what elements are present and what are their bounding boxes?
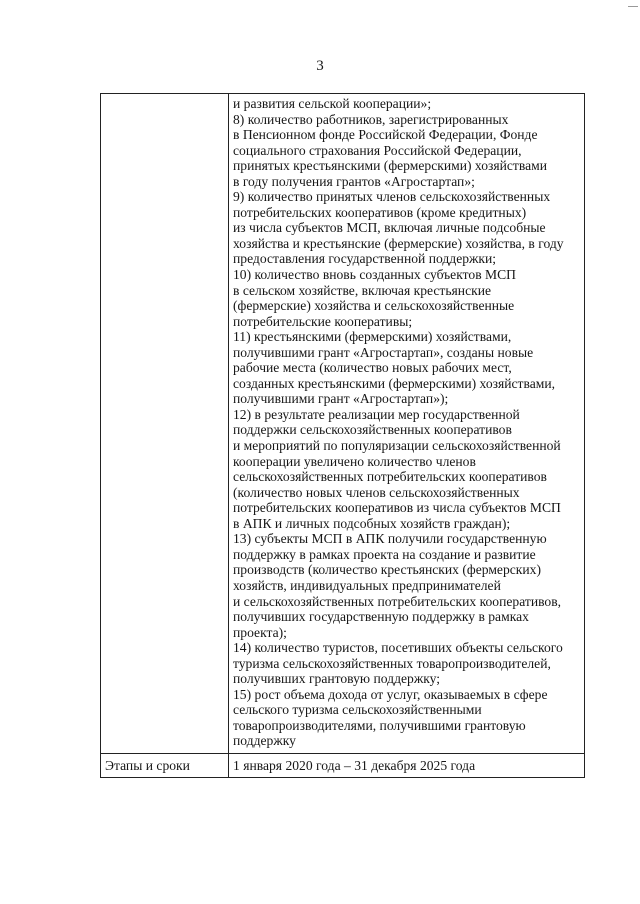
indicator-text-line: 11) крестьянскими (фермерскими) хозяйствами,: [233, 329, 512, 345]
indicator-text-line: (фермерские) хозяйства и сельскохозяйственные: [233, 298, 515, 314]
indicator-text-line: предоставления государственной поддержки;: [233, 251, 497, 267]
indicator-text-line: получившими грант «Агростартап», созданы новые: [233, 344, 534, 360]
indicator-text-line: получившими грант «Агростартап»);: [233, 391, 449, 407]
indicator-text-line: и развития сельской кооперации»;: [233, 96, 432, 111]
indicator-text-line: сельскохозяйственных потребительских кооперативов: [233, 469, 547, 485]
indicator-text-line: 13) субъекты МСП в АПК получили государственную: [233, 531, 547, 547]
indicator-text-line: принятых крестьянскими (фермерскими) хозяйствами: [233, 158, 548, 174]
indicator-text-line: сельского туризма сельскохозяйственными: [233, 702, 482, 718]
indicator-text-line: (количество новых членов сельскохозяйственных: [233, 484, 520, 500]
stages-label-cell: Этапы и сроки: [101, 753, 229, 777]
indicator-text-line: и сельскохозяйственных потребительских кооперативов,: [233, 593, 562, 609]
indicators-text: [233, 96, 580, 749]
indicator-text-line: 14) количество туристов, посетивших объекты сельского: [233, 640, 563, 656]
indicator-text-line: потребительских кооперативов (кроме кредитных): [233, 204, 527, 220]
indicator-text-line: товаропроизводителями, получившими грантовую: [233, 717, 526, 733]
scan-corner-mark: [628, 6, 638, 7]
indicator-text-line: 9) количество принятых членов сельскохозяйственных: [233, 189, 551, 205]
indicator-text-line: проекта);: [233, 624, 287, 640]
indicator-text-line: получивших грантовую поддержку;: [233, 671, 441, 687]
indicator-text-line: социального страхования Российской Федерации,: [233, 142, 522, 158]
indicator-text-line: потребительских кооперативов из числа субъектов МСП: [233, 500, 561, 516]
indicators-label-cell: [101, 94, 229, 754]
indicator-text-line: 8) количество работников, зарегистрированных: [233, 111, 509, 127]
indicator-text-line: получивших государственную поддержку в рамках: [233, 609, 529, 625]
table-row-indicators: [101, 94, 585, 754]
indicator-text-line: хозяйства и крестьянские (фермерские) хозяйства, в году: [233, 235, 564, 251]
indicator-text-line: туризма сельскохозяйственных товаропроизводителей,: [233, 655, 551, 671]
indicator-text-line: в году получения грантов «Агростартап»;: [233, 173, 475, 189]
passport-table: [100, 93, 585, 778]
indicator-text-line: потребительские кооперативы;: [233, 313, 413, 329]
indicator-text-line: в сельском хозяйстве, включая крестьянские: [233, 282, 492, 298]
indicator-text-line: производств (количество крестьянских (фермерских): [233, 562, 541, 578]
indicator-text-line: из числа субъектов МСП, включая личные подсобные: [233, 220, 546, 236]
indicator-text-line: поддержку: [233, 733, 296, 749]
indicator-text-line: 12) в результате реализации мер государственной: [233, 406, 520, 422]
indicator-text-line: хозяйств, индивидуальных предпринимателей: [233, 577, 501, 593]
stages-value-cell: 1 января 2020 года – 31 декабря 2025 года: [229, 753, 585, 777]
indicator-text-line: и мероприятий по популяризации сельскохозяйственной: [233, 438, 561, 454]
indicator-text-line: в АПК и личных подсобных хозяйств граждан);: [233, 515, 511, 531]
indicator-text-line: кооперации увеличено количество членов: [233, 453, 476, 469]
indicator-text-line: 10) количество вновь созданных субъектов МСП: [233, 267, 516, 283]
table-row-stages: [101, 753, 585, 777]
indicator-text-line: поддержки сельскохозяйственных кооперативов: [233, 422, 512, 438]
indicator-text-line: в Пенсионном фонде Российской Федерации, Фонде: [233, 127, 538, 143]
indicator-text-line: 15) рост объема дохода от услуг, оказываемых в сфере: [233, 686, 548, 702]
page-number: 3: [316, 58, 324, 74]
indicator-text-line: созданных крестьянскими (фермерскими) хозяйствами,: [233, 375, 556, 391]
indicators-value-cell: [229, 94, 585, 754]
indicator-text-line: поддержку в рамках проекта на создание и развитие: [233, 546, 536, 562]
indicator-text-line: рабочие места (количество новых рабочих мест,: [233, 360, 512, 376]
